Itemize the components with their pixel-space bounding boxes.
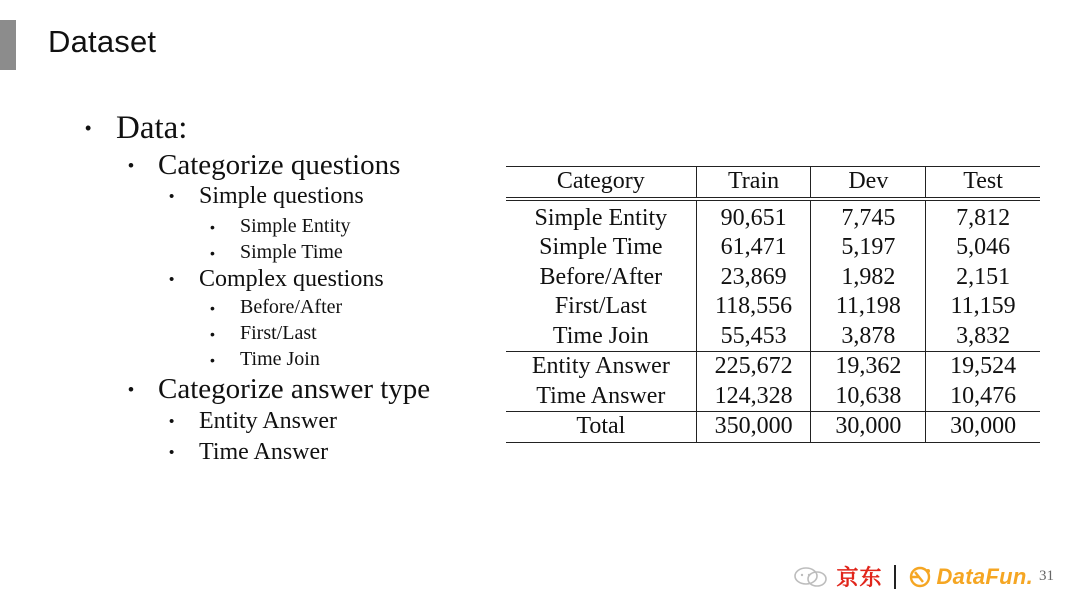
cell-category: Simple Entity (506, 199, 696, 234)
bullet-time-join (210, 348, 320, 371)
cell-dev: 3,878 (811, 322, 926, 352)
bullet-categorize-questions (128, 149, 400, 182)
bullet-entity-answer (169, 408, 337, 435)
bullet-dot-icon: • (128, 379, 134, 399)
cell-category: Time Join (552, 322, 649, 349)
title-accent-bar (0, 20, 16, 70)
header-category: Category (506, 167, 696, 199)
cell-test: 3,832 (926, 322, 1040, 352)
bullet-dot-icon: • (169, 413, 175, 430)
cell-train: 124,328 (696, 382, 811, 412)
wechat-icon (792, 566, 830, 588)
bullet-time-answer (169, 439, 328, 466)
cell-dev: 19,362 (811, 352, 926, 382)
bullet-dot-icon: • (169, 188, 175, 205)
bullet-text: Data: (116, 110, 188, 146)
bullet-text: Categorize questions (158, 149, 401, 181)
jd-logo: 京东 (836, 566, 883, 591)
bullet-text: Simple Entity (240, 215, 351, 237)
cell-dev: 1,982 (811, 263, 926, 293)
bullet-simple-questions (169, 183, 364, 210)
cell-category: Simple Time (539, 234, 663, 260)
cell-dev: 11,198 (811, 292, 926, 322)
bullet-text: Simple questions (199, 183, 364, 209)
bullet-dot-icon: • (210, 299, 215, 316)
table-total-row (506, 412, 1040, 443)
cell-train: 23,869 (696, 263, 811, 293)
table-row (506, 322, 1040, 352)
cell-test: 5,046 (926, 233, 1040, 263)
bullet-text: Time Join (240, 348, 320, 370)
cell-train: 61,471 (696, 233, 811, 263)
cell-train: 350,000 (696, 412, 811, 443)
bullet-dot-icon: • (85, 118, 92, 138)
cell-train: 118,556 (696, 292, 811, 322)
table-row (506, 263, 1040, 293)
cell-dev: 30,000 (811, 412, 926, 443)
bullet-text: First/Last (240, 322, 317, 344)
table-row (506, 382, 1040, 412)
bullet-dot-icon: • (210, 244, 215, 261)
cell-category: Before/After (539, 263, 663, 290)
header-dev: Dev (811, 167, 926, 199)
cell-dev: 7,745 (811, 199, 926, 234)
bullet-dot-icon: • (128, 155, 134, 175)
table-row (506, 352, 1040, 382)
page-number: 31 (1039, 568, 1054, 584)
footer-logos (792, 561, 1054, 592)
datafun-mark-icon (908, 565, 934, 589)
cell-train: 225,672 (696, 352, 811, 382)
cell-test: 2,151 (926, 263, 1040, 293)
cell-dev: 5,197 (811, 233, 926, 263)
answer-type-rows (506, 352, 1040, 412)
cell-train: 90,651 (696, 199, 811, 234)
bullet-dot-icon: • (210, 351, 215, 368)
logo-divider (894, 565, 896, 589)
cell-dev: 10,638 (811, 382, 926, 412)
bullet-dot-icon: • (169, 271, 175, 288)
bullet-text: Before/After (240, 296, 343, 318)
bullet-first-last (210, 322, 317, 345)
dataset-statistics-table (506, 166, 1040, 443)
cell-category: Entity Answer (506, 352, 696, 382)
bullet-complex-questions (169, 266, 384, 293)
table-row (506, 233, 1040, 263)
bullet-text: Entity Answer (199, 408, 337, 434)
cell-train: 55,453 (696, 322, 811, 352)
datafun-logo: DataFun. (936, 563, 1033, 589)
bullet-simple-time (210, 241, 343, 264)
slide-title: Dataset (48, 24, 157, 59)
header-train: Train (696, 167, 811, 199)
bullet-data (85, 110, 187, 147)
cell-test: 10,476 (926, 382, 1040, 412)
cell-test: 11,159 (926, 292, 1040, 322)
bullet-text: Complex questions (199, 266, 384, 292)
bullet-dot-icon: • (210, 325, 215, 342)
bullet-simple-entity (210, 215, 351, 238)
bullet-before-after (210, 296, 342, 319)
bullet-dot-icon: • (210, 218, 215, 235)
question-type-rows (506, 199, 1040, 352)
bullet-text: Categorize answer type (158, 373, 431, 405)
bullet-dot-icon: • (169, 444, 175, 461)
total-row-group (506, 412, 1040, 443)
table-row (506, 199, 1040, 234)
table-row (506, 292, 1040, 322)
bullet-categorize-answer-type (128, 373, 430, 406)
cell-category: Total (506, 412, 696, 443)
cell-test: 30,000 (926, 412, 1040, 443)
bullet-text: Time Answer (199, 439, 329, 465)
cell-category: Time Answer (536, 382, 666, 409)
table-header-row (506, 167, 1040, 199)
bullet-text: Simple Time (240, 241, 343, 263)
cell-test: 19,524 (926, 352, 1040, 382)
header-test: Test (926, 167, 1040, 199)
cell-category: First/Last (554, 293, 647, 319)
cell-test: 7,812 (926, 199, 1040, 234)
